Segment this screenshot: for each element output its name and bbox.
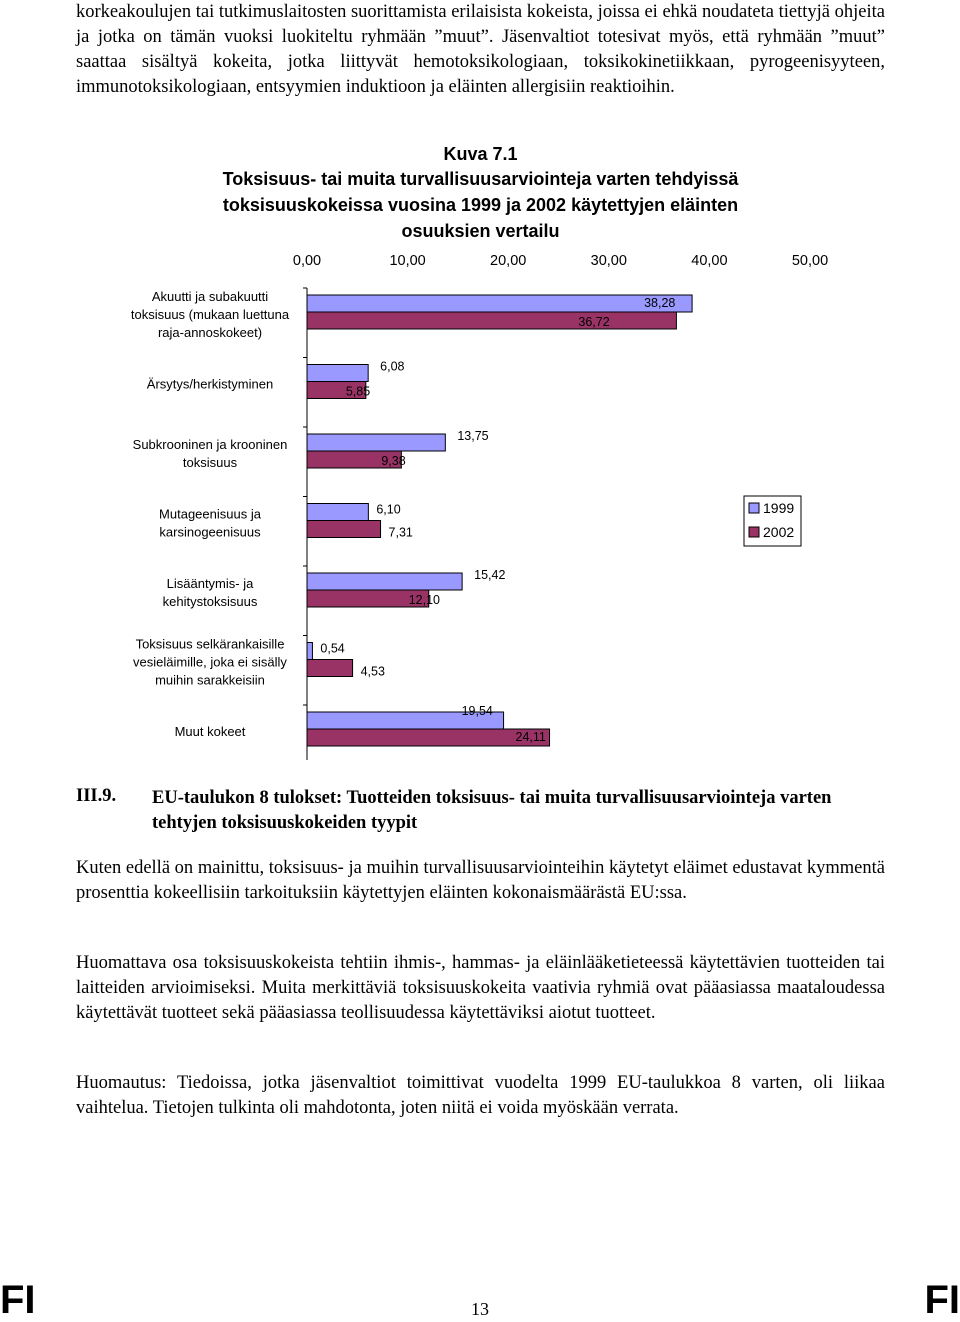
figure-title-line-3: osuuksien vertailu	[401, 221, 560, 241]
category-label: Muut kokeet	[174, 724, 246, 739]
category-label: karsinogeenisuus	[159, 524, 261, 540]
bar-chart	[0, 240, 960, 760]
data-label-2002: 4,53	[360, 664, 385, 679]
bar-1999	[307, 295, 692, 312]
bar-2002	[307, 521, 381, 538]
bar-2002	[307, 660, 353, 677]
category-label: muihin sarakkeisiin	[155, 672, 265, 688]
x-tick-label: 20,00	[490, 253, 527, 269]
category-label: raja-annoskokeet)	[157, 325, 263, 340]
bar-1999	[307, 643, 312, 660]
category-label: vesieläimille, joka ei sisälly	[133, 654, 287, 670]
data-label-2002: 5,85	[345, 384, 371, 399]
legend-label-2002: 2002	[763, 524, 795, 540]
data-label-2002: 12,10	[408, 593, 441, 607]
footer-language-left: FI	[0, 1278, 36, 1322]
figure-title-line-1: Toksisuus- tai muita turvallisuusarviointeja varten tehdyissä	[222, 169, 739, 189]
x-tick-label: 40,00	[691, 253, 728, 269]
footer-language-right: FI	[924, 1278, 960, 1322]
section-title: EU-taulukon 8 tulokset: Tuotteiden toksisuus- tai muita turvallisuusarviointeja varten tehtyjen toksisuuskokeiden tyypit	[152, 788, 832, 833]
legend-swatch-2002	[749, 527, 759, 537]
section-number: III.9.	[76, 786, 117, 806]
data-label-1999: 6,08	[380, 359, 405, 374]
bar-2002	[307, 312, 676, 329]
data-label-2002: 36,72	[578, 315, 610, 329]
data-label-1999: 0,54	[320, 641, 345, 656]
data-label-2002: 24,11	[515, 730, 546, 744]
bar-1999	[307, 573, 462, 590]
bar-1999	[307, 434, 445, 451]
data-label-1999: 38,28	[644, 296, 676, 310]
x-tick-label: 50,00	[791, 253, 829, 269]
category-label: kehitystoksisuus	[162, 594, 258, 609]
data-label-1999: 15,42	[474, 568, 506, 582]
category-label: Akuutti ja subakuutti	[151, 289, 269, 304]
category-label: Mutageenisuus ja	[159, 506, 261, 522]
category-label: Toksisuus selkärankaisille	[135, 636, 285, 652]
x-tick-label: 0,00	[292, 253, 322, 269]
category-label: Lisääntymis- ja	[166, 576, 254, 591]
figure-label: Kuva 7.1	[443, 144, 518, 164]
category-label: Subkrooninen ja krooninen	[132, 437, 288, 452]
legend-label-1999: 1999	[763, 500, 795, 516]
x-tick-label: 10,00	[389, 253, 426, 269]
x-tick-label: 30,00	[590, 253, 627, 269]
figure-title-line-2: toksisuuskokeissa vuosina 1999 ja 2002 käytettyjen eläinten	[222, 195, 739, 215]
legend-swatch-1999	[749, 503, 759, 513]
category-label: toksisuus	[182, 455, 238, 470]
data-label-2002: 9,38	[381, 454, 406, 468]
bar-2002	[307, 729, 550, 746]
bar-1999	[307, 365, 368, 382]
paragraph-2: Huomattava osa toksisuuskokeista tehtiin ihmis-, hammas- ja eläinlääketieteessä käytettävien tuotteiden tai laitteiden arvioimiseksi. Muita merkittäviä toksisuuskokeita vaativia ryhmiä ovat pääasiassa maataloudessa käytettävät tuotteet sekä pääasiassa teollisuudessa käytettäviksi aiotut tuotteet.	[76, 953, 885, 1023]
category-label: Ärsytys/herkistyminen	[146, 376, 274, 392]
intro-paragraph: korkeakoulujen tai tutkimuslaitosten suorittamista erilaisista kokeista, joissa ei ehkä noudateta tiettyjä ohjeita ja jotka on tämän vuoksi luokiteltu ryhmään ”muut”. Jäsenvaltiot totesivat myös, että ryhmään ”muut” saattaa sisältyä kokeita, jotka liittyvät hemotoksikologiaan, toksikokinetiikkaan, pyrogeenisyyteen, immunotoksikologiaan, entsyymien induktioon ja eläinten allergisiin reaktioihin.	[76, 2, 885, 97]
data-label-1999: 19,54	[461, 704, 493, 718]
data-label-1999: 6,10	[376, 502, 401, 517]
page-number: 13	[471, 1299, 489, 1319]
category-label: toksisuus (mukaan luettuna	[130, 307, 290, 322]
data-label-1999: 13,75	[457, 429, 489, 443]
paragraph-1: Kuten edellä on mainittu, toksisuus- ja muihin turvallisuusarviointeihin käytetyt eläimet edustavat kymmentä prosenttia kokeellisiin tarkoituksiin käytettyjen eläinten kokonaismäärästä EU:ssa.	[76, 858, 885, 903]
data-label-2002: 7,31	[388, 525, 413, 540]
paragraph-3: Huomautus: Tiedoissa, jotka jäsenvaltiot toimittivat vuodelta 1999 EU-taulukkoa 8 varten, oli liikaa vaihtelua. Tietojen tulkinta oli mahdotonta, joten niitä ei voida myöskään verrata.	[76, 1073, 885, 1118]
bar-1999	[307, 504, 368, 521]
